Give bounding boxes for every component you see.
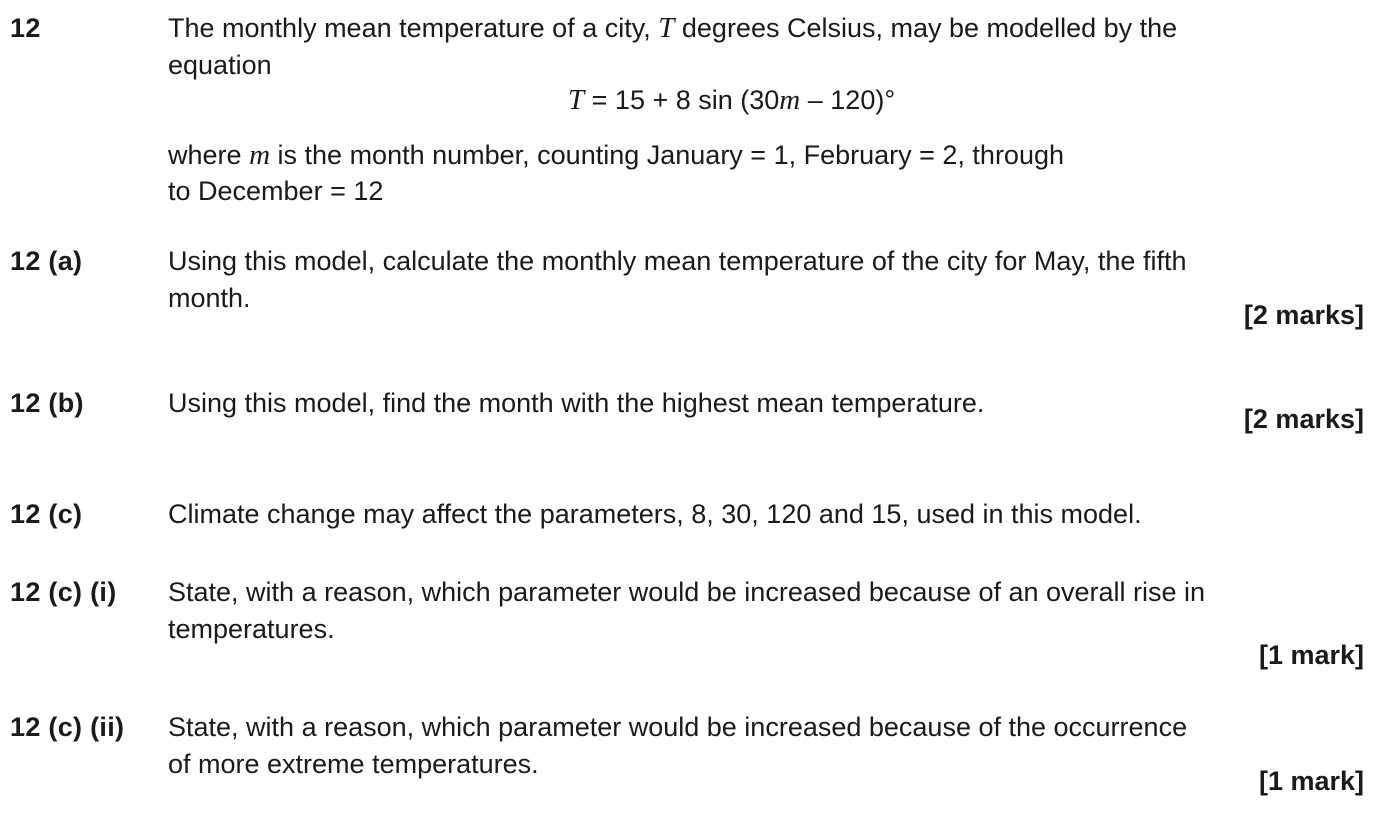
part-c-line-1: Climate change may affect the parameters, 8, 30, 120 and 15, used in this model.	[168, 499, 1142, 529]
part-c-ii-line-2: of more extreme temperatures.	[168, 749, 539, 779]
part-b-label: 12 (b)	[10, 388, 84, 418]
part-c-i-line-1: State, with a reason, which parameter would be increased because of an overall rise in	[168, 577, 1206, 607]
equation-part-2: – 120)°	[807, 85, 896, 115]
part-b-line-1: Using this model, find the month with the highest mean temperature.	[168, 388, 985, 418]
part-b-marks: [2 marks]	[1243, 404, 1364, 434]
where-variable-m: m	[249, 139, 271, 171]
part-c-ii-label: 12 (c) (ii)	[10, 712, 125, 742]
intro-line-2: equation	[168, 50, 272, 80]
part-a-line-2: month.	[168, 283, 251, 313]
part-a-marks: [2 marks]	[1243, 300, 1364, 330]
part-c-ii-line-1: State, with a reason, which parameter would be increased because of the occurrence	[168, 712, 1188, 742]
part-c-i-label: 12 (c) (i)	[10, 577, 117, 607]
part-c-i-line-2: temperatures.	[168, 614, 335, 644]
intro-line-1	[168, 10, 1177, 46]
part-a-line-1: Using this model, calculate the monthly mean temperature of the city for May, the fifth	[168, 246, 1187, 276]
part-c-label: 12 (c)	[10, 499, 83, 529]
equation-variable-m: m	[779, 84, 801, 116]
equation-variable-t: T	[568, 84, 585, 116]
question-number: 12	[10, 13, 41, 43]
intro-text-after: degrees Celsius, may be modelled by the	[681, 13, 1178, 43]
where-text-before: where	[168, 140, 242, 170]
intro-text-before: The monthly mean temperature of a city,	[168, 13, 651, 43]
where-line-2: to December = 12	[168, 176, 384, 206]
intro-variable-t: T	[658, 12, 675, 44]
part-a-label: 12 (a)	[10, 246, 83, 276]
where-text-after: is the month number, counting January = 1, February = 2, through	[277, 140, 1064, 170]
model-equation	[568, 82, 895, 118]
part-c-ii-marks: [1 mark]	[1258, 766, 1364, 796]
part-c-i-marks: [1 mark]	[1258, 640, 1364, 670]
where-line-1	[168, 137, 1064, 173]
equation-part-1: = 15 + 8 sin (30	[591, 85, 780, 115]
